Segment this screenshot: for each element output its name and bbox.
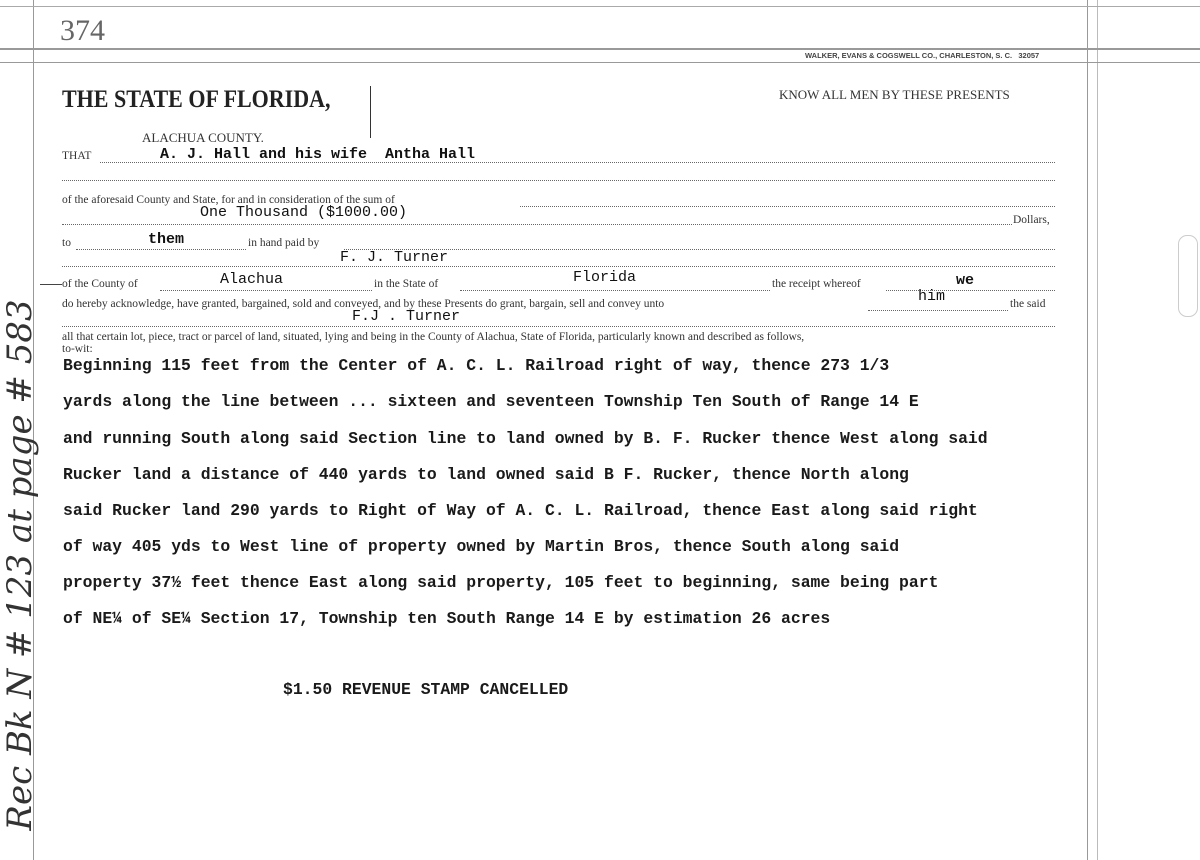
header-rule [0, 48, 1200, 50]
county-heading: ALACHUA COUNTY. [142, 130, 264, 145]
to-label: to [62, 237, 71, 249]
county-field: Alachua [220, 271, 284, 288]
grantee-field: F.J . Turner [352, 308, 461, 325]
land-label: all that certain lot, piece, tract or parcel of land, situated, lying and being in the County of Alachua, State of Florida, particularly known and described as follows, [62, 331, 805, 343]
fill-line [62, 180, 1055, 181]
fill-line [520, 206, 1055, 207]
page-border-right [1087, 0, 1088, 860]
handwritten-margin-note: Rec Bk N # 123 at page # 583 [0, 299, 40, 831]
amount-field: One Thousand ($1000.00) [200, 204, 408, 221]
state-field: Florida [573, 269, 637, 286]
fill-line [62, 224, 1012, 225]
header-rule-2 [0, 62, 1200, 63]
fill-line [886, 290, 1055, 291]
receipt-label: the receipt whereof [772, 278, 861, 290]
description-line: of NE¼ of SE¼ Section 17, Township ten South Range 14 E by estimation 26 acres [63, 609, 831, 628]
know-all-heading: KNOW ALL MEN BY THESE PRESENTS [779, 87, 1010, 102]
description-line: of way 405 yds to West line of property owned by Martin Bros, thence South along said [63, 537, 900, 556]
binder-hole-mark [1178, 235, 1198, 317]
description-line: property 37½ feet thence East along said property, 105 feet to beginning, same being part [63, 573, 939, 592]
grantee-pronoun-field: him [918, 288, 946, 305]
consideration-label: of the aforesaid County and State, for and in consideration of the sum of [62, 194, 395, 206]
county-label: of the County of [62, 278, 138, 290]
page-border-right-outer [1097, 0, 1098, 860]
fill-line [344, 249, 1055, 250]
stamp-note: $1.50 REVENUE STAMP CANCELLED [283, 680, 569, 699]
printer-imprint: WALKER, EVANS & COGSWELL CO., CHARLESTON, S. C. 32057 [805, 51, 1040, 60]
description-line: yards along the line between ... sixteen and seventeen Township Ten South of Range 14 E [63, 392, 919, 411]
description-line: Rucker land a distance of 440 yards to land owned said B F. Rucker, thence North along [63, 465, 909, 484]
state-label: in the State of [374, 278, 439, 290]
grantors-field: A. J. Hall and his wife Antha Hall [160, 146, 476, 163]
document-title: THE STATE OF FLORIDA, [62, 86, 331, 113]
that-label: THAT [62, 150, 92, 162]
the-said-label: the said [1010, 298, 1046, 310]
description-line: Beginning 115 feet from the Center of A. C. L. Railroad right of way, thence 273 1/3 [63, 356, 890, 375]
margin-mark [40, 284, 62, 285]
fill-line [868, 310, 1008, 311]
acknowledge-label: do hereby acknowledge, have granted, bargained, sold and conveyed, and by these Presents do grant, bargain, sell and convey unto [62, 298, 665, 310]
fill-line [76, 249, 246, 250]
payer-field: F. J. Turner [340, 249, 449, 266]
to-field: them [148, 231, 185, 248]
to-wit-label: to-wit: [62, 343, 93, 355]
fill-line [160, 290, 372, 291]
description-line: said Rucker land 290 yards to Right of Way of A. C. L. Railroad, thence East along said right [63, 501, 978, 520]
title-brace [370, 86, 371, 138]
receipt-field: we [956, 272, 975, 289]
page-number: 374 [60, 14, 105, 47]
fill-line [460, 290, 770, 291]
dollars-label: Dollars, [1013, 214, 1050, 226]
description-line: and running South along said Section line to land owned by B. F. Rucker thence West along said [63, 429, 988, 448]
paid-by-label: in hand paid by [248, 237, 320, 249]
fill-line [62, 326, 1055, 327]
fill-line [62, 266, 1055, 267]
top-rule [0, 6, 1200, 7]
